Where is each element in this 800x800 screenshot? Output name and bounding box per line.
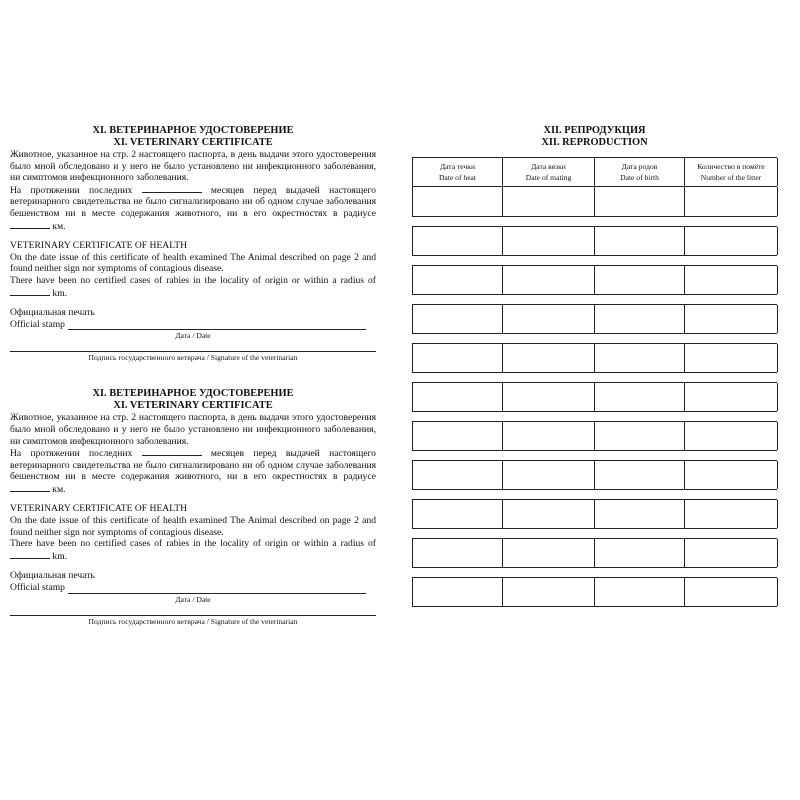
en-paragraph-1: On the date issue of this certificate of health examined The Animal described on page 2 and found neither sign nor symptoms of contagious disease. [10, 515, 376, 538]
table-cell[interactable] [503, 344, 595, 372]
table-cell[interactable] [685, 422, 778, 450]
months-blank[interactable] [142, 447, 202, 456]
left-page [10, 125, 376, 626]
table-cell[interactable] [685, 266, 778, 294]
table-cell[interactable] [503, 578, 595, 606]
table-cell[interactable] [503, 539, 595, 567]
certificate-title-en: XI. VETERINARY CERTIFICATE [113, 137, 273, 148]
table-cell[interactable] [685, 227, 778, 255]
table-cell[interactable] [685, 461, 778, 489]
ru-paragraph-2: На протяжении последних месяцев перед выдачей настоящего ветеринарного свидетельства не было сигнализировано ни об одном случае заболевания бешенством ни в месте содержания животного, ни в его окрестностях в радиусе км. [10, 448, 376, 495]
table-cell[interactable] [595, 539, 685, 567]
stamp-label-en: Official stamp [10, 318, 65, 330]
en-heading: VETERINARY CERTIFICATE OF HEALTH [10, 503, 187, 515]
table-cell[interactable] [595, 344, 685, 372]
table-cell[interactable] [413, 187, 503, 216]
table-cell[interactable] [685, 383, 778, 411]
en-heading: VETERINARY CERTIFICATE OF HEALTH [10, 240, 187, 252]
table-cell[interactable] [595, 422, 685, 450]
ru-paragraph-1: Животное, указанное на стр. 2 настоящего паспорта, в день выдачи этого удостоверения было мной обследовано и у него не было установлено ни инфекционного заболевания, ни симптомов инфекционного заболевания. [10, 149, 376, 184]
col-header-birth: Дата родов Date of birth [595, 158, 685, 186]
months-blank[interactable] [142, 184, 202, 193]
signature-caption: Подпись государственного ветврача / Signature of the veterinarian [88, 616, 298, 626]
table-cell[interactable] [413, 461, 503, 489]
table-cell[interactable] [595, 266, 685, 294]
table-row [412, 421, 777, 451]
radius-km-blank-en[interactable] [10, 550, 50, 559]
table-cell[interactable] [413, 500, 503, 528]
signature-caption: Подпись государственного ветврача / Signature of the veterinarian [88, 353, 298, 363]
table-row [412, 460, 777, 490]
col-header-litter: Количество в помёте Number of the litter [685, 158, 778, 186]
radius-km-blank-en[interactable] [10, 287, 50, 296]
table-cell[interactable] [685, 539, 778, 567]
table-cell[interactable] [595, 461, 685, 489]
en-paragraph-1: On the date issue of this certificate of health examined The Animal described on page 2 and found neither sign nor symptoms of contagious disease. [10, 251, 376, 275]
table-cell[interactable] [413, 266, 503, 294]
en-paragraph-2: There have been no certified cases of rabies in the locality of origin or within a radius of km. [10, 274, 376, 299]
table-cell[interactable] [595, 383, 685, 411]
table-row [412, 499, 777, 529]
table-cell[interactable] [413, 344, 503, 372]
table-cell[interactable] [503, 305, 595, 333]
stamp-row [10, 582, 376, 594]
radius-km-blank[interactable] [10, 220, 50, 229]
table-row [412, 265, 777, 295]
date-line[interactable] [68, 319, 366, 330]
table-cell[interactable] [413, 539, 503, 567]
stamp-label-ru: Официальная печать [10, 307, 95, 319]
table-cell[interactable] [685, 578, 778, 606]
signature-line[interactable] [10, 615, 376, 616]
certificate-title-ru: XI. ВЕТЕРИНАРНОЕ УДОСТОВЕРЕНИЕ [92, 125, 294, 136]
stamp-row [10, 319, 376, 331]
reproduction-table [412, 157, 777, 607]
table-cell[interactable] [685, 187, 778, 216]
date-line[interactable] [68, 583, 366, 594]
table-cell[interactable] [595, 578, 685, 606]
table-cell[interactable] [503, 461, 595, 489]
ru-paragraph-2: На протяжении последних месяцев перед выдачей настоящего ветеринарного свидетельства не было сигнализировано ни об одном случае заболевания бешенством ни в месте содержания животного, ни в его окрестностях в радиусе км. [10, 184, 376, 232]
table-row [412, 538, 777, 568]
signature-line[interactable] [10, 351, 376, 352]
table-row [412, 187, 777, 217]
table-row [412, 343, 777, 373]
col-header-mating: Дата вязки Date of mating [503, 158, 595, 186]
veterinary-certificate-2 [10, 388, 376, 625]
table-row [412, 382, 777, 412]
reproduction-title-ru: XII. РЕПРОДУКЦИЯ [543, 125, 646, 136]
ru-paragraph-1: Животное, указанное на стр. 2 настоящего паспорта, в день выдачи этого удостоверения было мной обследовано и у него не было установлено ни инфекционного заболевания, ни симптомов инфекционного заболевания. [10, 412, 376, 447]
table-cell[interactable] [413, 383, 503, 411]
certificate-title-en: XI. VETERINARY CERTIFICATE [113, 400, 273, 412]
table-row [412, 226, 777, 256]
certificate-title-ru: XI. ВЕТЕРИНАРНОЕ УДОСТОВЕРЕНИЕ [92, 388, 294, 400]
table-cell[interactable] [595, 187, 685, 216]
table-cell[interactable] [413, 305, 503, 333]
table-cell[interactable] [503, 187, 595, 216]
date-caption: Дата / Date [175, 331, 211, 341]
table-cell[interactable] [595, 500, 685, 528]
table-cell[interactable] [685, 305, 778, 333]
table-row [412, 304, 777, 334]
table-cell[interactable] [413, 422, 503, 450]
right-page [412, 125, 777, 607]
table-cell[interactable] [413, 227, 503, 255]
table-cell[interactable] [413, 578, 503, 606]
date-caption: Дата / Date [175, 594, 211, 604]
table-cell[interactable] [685, 500, 778, 528]
table-cell[interactable] [595, 227, 685, 255]
table-cell[interactable] [503, 227, 595, 255]
radius-km-blank[interactable] [10, 483, 50, 492]
table-cell[interactable] [503, 383, 595, 411]
table-cell[interactable] [595, 305, 685, 333]
en-paragraph-2: There have been no certified cases of rabies in the locality of origin or within a radius of km. [10, 538, 376, 562]
table-cell[interactable] [503, 500, 595, 528]
stamp-label-en: Official stamp [10, 582, 65, 594]
reproduction-title-en: XII. REPRODUCTION [541, 137, 648, 148]
veterinary-certificate-1 [10, 125, 376, 362]
table-row [412, 577, 777, 607]
table-header [412, 157, 777, 187]
table-cell[interactable] [503, 266, 595, 294]
stamp-label-ru: Официальная печать [10, 570, 95, 582]
table-cell[interactable] [503, 422, 595, 450]
col-header-heat: Дата течки Date of heat [413, 158, 503, 186]
table-cell[interactable] [685, 344, 778, 372]
